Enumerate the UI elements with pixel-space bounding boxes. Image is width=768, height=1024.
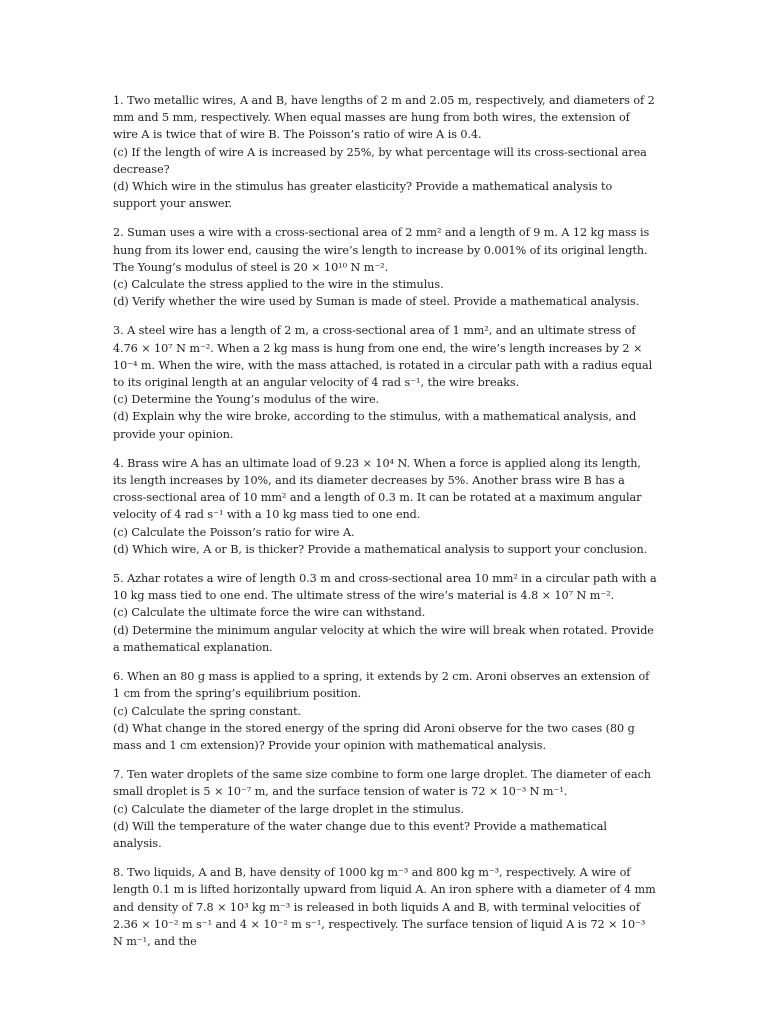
question-part-c: (c) If the length of wire A is increased by 25%, by what percentage will its cross-sectional area decrease? <box>113 145 647 176</box>
question-stem: 4. Brass wire A has an ultimate load of 9.23 × 10⁴ N. When a force is applied along its length, its length increases by 10%, and its diameter decreases by 5%. Another brass wire B has a cross-sectional area of 10 mm² and a length of 0.3 m. It can be rotated at a maximum angular velocity of 4 rad s⁻¹ with a 10 kg mass tied to one end. <box>113 456 642 522</box>
question-stem: 8. Two liquids, A and B, have density of 1000 kg m⁻³ and 800 kg m⁻³, respectively. A wire of length 0.1 m is lifted horizontally upward from liquid A. An iron sphere with a diameter of 4 mm and density of 7.8 × 10³ kg m⁻³ is released in both liquids A and B, with terminal velocities of 2.36 × 10⁻² m s⁻¹ and 4 × 10⁻² m s⁻¹, respectively. The surface tension of liquid A is 72 × 10⁻³ N m⁻¹, and the <box>113 866 656 948</box>
question-part-d: (d) Explain why the wire broke, according to the stimulus, with a mathematical analysis, and provide your opinion. <box>113 410 637 441</box>
question-part-d: (d) Verify whether the wire used by Suman is made of steel. Provide a mathematical analysis. <box>113 295 640 309</box>
question-list <box>113 92 658 962</box>
question-part-c: (c) Calculate the ultimate force the wire can withstand. <box>113 606 426 620</box>
question-part-d: (d) Which wire in the stimulus has greater elasticity? Provide a mathematical analysis to support your answer. <box>113 180 613 211</box>
question-stem: 1. Two metallic wires, A and B, have lengths of 2 m and 2.05 m, respectively, and diameters of 2 mm and 5 mm, respectively. When equal masses are hung from both wires, the extension of wire A is twice that of wire B. The Poisson’s ratio of wire A is 0.4. <box>113 94 655 142</box>
question-part-d: (d) Which wire, A or B, is thicker? Provide a mathematical analysis to support your conclusion. <box>113 542 648 556</box>
question-2 <box>113 224 658 310</box>
question-part-d: (d) Determine the minimum angular velocity at which the wire will break when rotated. Provide a mathematical explanation. <box>113 623 654 654</box>
question-1 <box>113 92 658 212</box>
question-stem: 5. Azhar rotates a wire of length 0.3 m and cross-sectional area 10 mm² in a circular path with a 10 kg mass tied to one end. The ultimate stress of the wire’s material is 4.8 × 10⁷ N m⁻². <box>113 572 657 603</box>
question-7 <box>113 766 658 852</box>
question-3 <box>113 322 658 442</box>
question-stem: 6. When an 80 g mass is applied to a spring, it extends by 2 cm. Aroni observes an extension of 1 cm from the spring’s equilibrium position. <box>113 670 650 701</box>
question-part-c: (c) Calculate the spring constant. <box>113 704 302 718</box>
question-part-c: (c) Calculate the diameter of the large droplet in the stimulus. <box>113 802 464 816</box>
question-6 <box>113 668 658 754</box>
question-part-c: (c) Determine the Young’s modulus of the wire. <box>113 393 380 407</box>
question-part-c: (c) Calculate the stress applied to the wire in the stimulus. <box>113 278 444 292</box>
question-stem: 3. A steel wire has a length of 2 m, a cross-sectional area of 1 mm², and an ultimate stress of 4.76 × 10⁷ N m⁻². When a 2 kg mass is hung from one end, the wire’s length increases by 2 × 10⁻⁴ m. When the wire, with the mass attached, is rotated in a circular path with a radius equal to its original length at an angular velocity of 4 rad s⁻¹, the wire breaks. <box>113 324 653 390</box>
question-8 <box>113 864 658 950</box>
question-part-d: (d) What change in the stored energy of the spring did Aroni observe for the two cases (80 g mass and 1 cm extension)? Provide your opinion with mathematical analysis. <box>113 721 635 752</box>
question-part-d: (d) Will the temperature of the water change due to this event? Provide a mathematical analysis. <box>113 819 607 850</box>
question-stem: 2. Suman uses a wire with a cross-sectional area of 2 mm² and a length of 9 m. A 12 kg mass is hung from its lower end, causing the wire’s length to increase by 0.001% of its original length. The Young’s modulus of steel is 20 × 10¹⁰ N m⁻². <box>113 226 650 274</box>
question-stem: 7. Ten water droplets of the same size combine to form one large droplet. The diameter of each small droplet is 5 × 10⁻⁷ m, and the surface tension of water is 72 × 10⁻³ N m⁻¹. <box>113 768 651 799</box>
question-4 <box>113 455 658 558</box>
question-part-c: (c) Calculate the Poisson’s ratio for wire A. <box>113 525 355 539</box>
question-5 <box>113 570 658 656</box>
